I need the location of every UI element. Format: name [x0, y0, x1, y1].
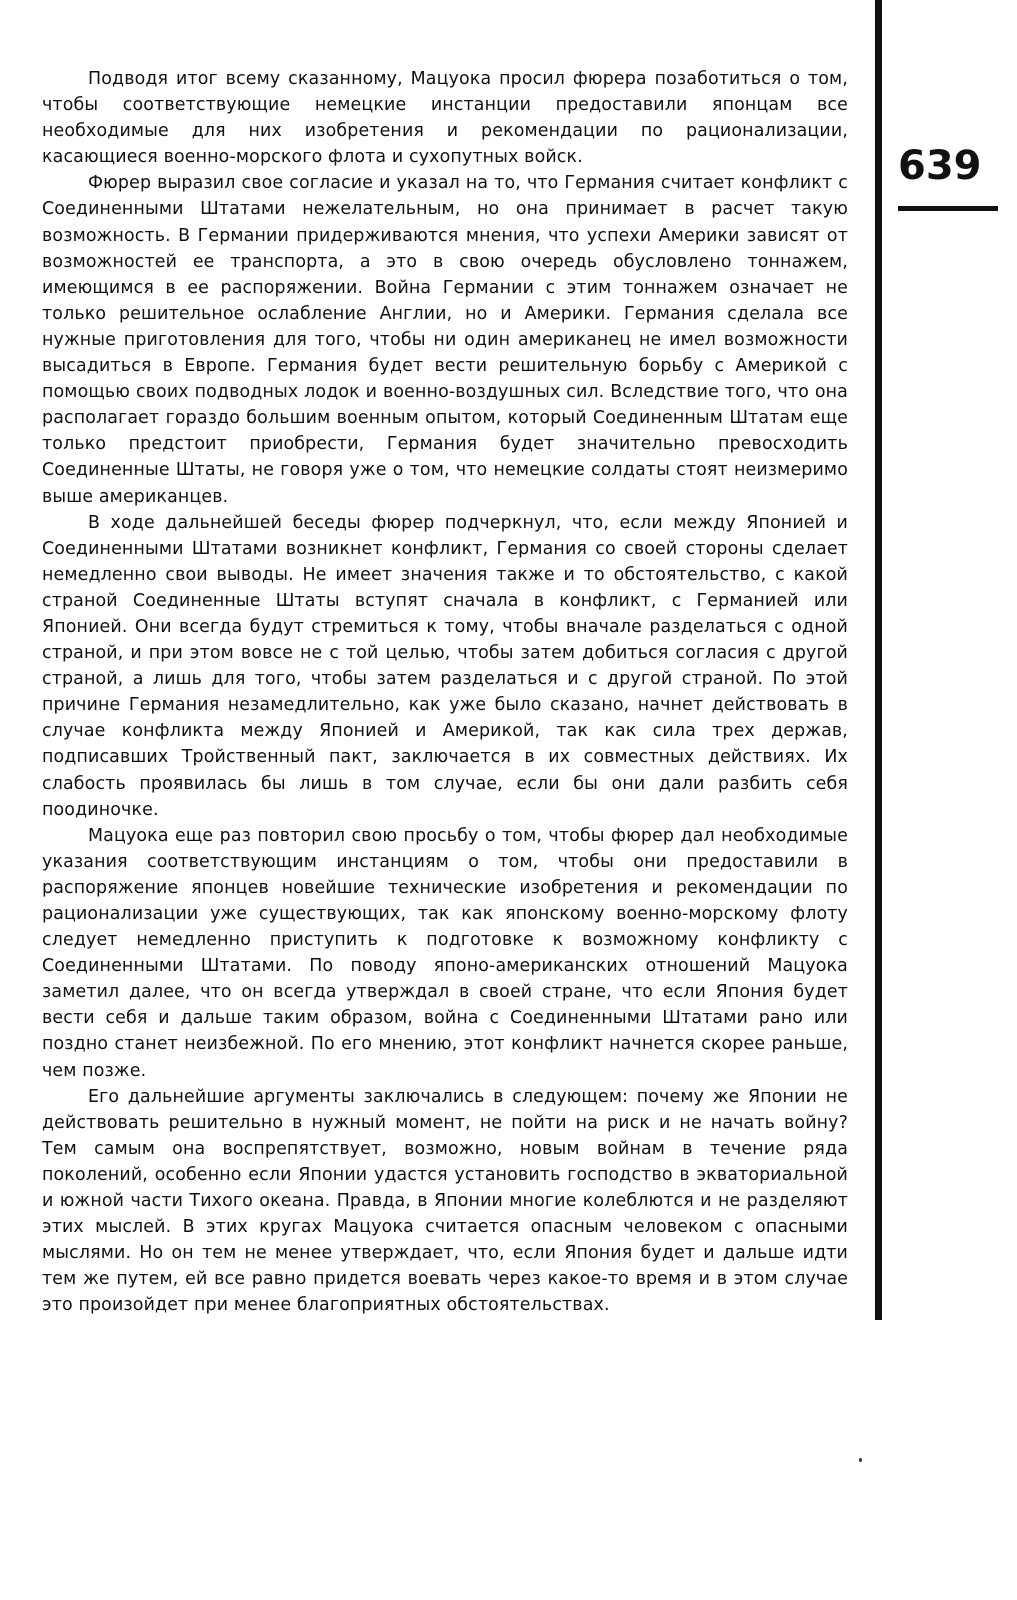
margin-vertical-rule: [875, 0, 882, 1320]
paragraph-4: Мацуока еще раз повторил свою просьбу о том, чтобы фюрер дал необходимые указания соответствующим инстанциям о том, чтобы они предоставили в распоряжение японцев новейшие технические изобретения и рекомендации по рационализации уже существующих, так как японскому военно-морскому флоту следует немедленно приступить к подготовке к возможному конфликту с Соединенными Штатами. По поводу японо-американских отношений Мацуока заметил далее, что он всегда утверждал в своей стране, что если Япония будет вести себя и дальше таким образом, война с Соединенными Штатами рано или поздно станет неизбежной. По его мнению, этот конфликт начнется скорее раньше, чем позже.: [42, 825, 848, 1081]
page-body: [42, 66, 848, 1319]
paragraph-2: Фюрер выразил свое согласие и указал на то, что Германия считает конфликт с Соединенными Штатами нежелательным, но она принимает в расчет такую возможность. В Германии придерживаются мнения, что успехи Америки зависят от возможностей ее транспорта, а это в свою очередь обусловлено тоннажем, имеющимся в ее распоряжении. Война Германии с этим тоннажем означает не только решительное ослабление Англии, но и Америки. Германия сделала все нужные приготовления для того, чтобы ни один американец не имел возможности высадиться в Европе. Германия будет вести решительную борьбу с Америкой с помощью своих подводных лодок и военно-воздушных сил. Вследствие того, что она располагает гораздо большим военным опытом, который Соединенным Штатам еще только предстоит приобрести, Германия будет значительно превосходить Соединенные Штаты, не говоря уже о том, что немецкие солдаты стоят неизмеримо выше американцев.: [42, 173, 848, 507]
page-number: 639: [898, 143, 982, 189]
paragraph-5: Его дальнейшие аргументы заключались в следующем: почему же Японии не действовать решительно в нужный момент, не пойти на риск и не начать войну? Тем самым она воспрепятствует, возможно, новым войнам в течение ряда поколений, особенно если Японии удастся установить господство в экваториальной и южной части Тихого океана. Правда, в Японии многие колеблются и не разделяют этих мыслей. В этих кругах Мацуока считается опасным человеком с опасными мыслями. Но он тем не менее утверждает, что, если Япония будет и дальше идти тем же путем, ей все равно придется воевать через какое-то время и в этом случае это произойдет при менее благоприятных обстоятельствах.: [42, 1086, 848, 1316]
paragraph-1: Подводя итог всему сказанному, Мацуока просил фюрера позаботиться о том, чтобы соответствующие немецкие инстанции предоставили японцам все необходимые для них изобретения и рекомендации по рационализации, касающиеся военно-морского флота и сухопутных войск.: [42, 69, 848, 168]
print-speck: [859, 1458, 862, 1462]
page-number-underline: [898, 206, 998, 211]
paragraph-3: В ходе дальнейшей беседы фюрер подчеркнул, что, если между Японией и Соединенными Штатами возникнет конфликт, Германия со своей стороны сделает немедленно свои выводы. Не имеет значения также и то обстоятельство, с какой страной Соединенные Штаты вступят сначала в конфликт, с Германией или Японией. Они всегда будут стремиться к тому, чтобы вначале разделаться с одной страной, и при этом вовсе не с той целью, чтобы затем добиться согласия с другой страной, а лишь для того, чтобы затем разделаться и с другой страной. По этой причине Германия незамедлительно, как уже было сказано, начнет действовать в случае конфликта между Японией и Америкой, так как сила трех держав, подписавших Тройственный пакт, заключается в их совместных действиях. Их слабость проявилась бы лишь в том случае, если бы они дали разбить себя поодиночке.: [42, 512, 848, 820]
